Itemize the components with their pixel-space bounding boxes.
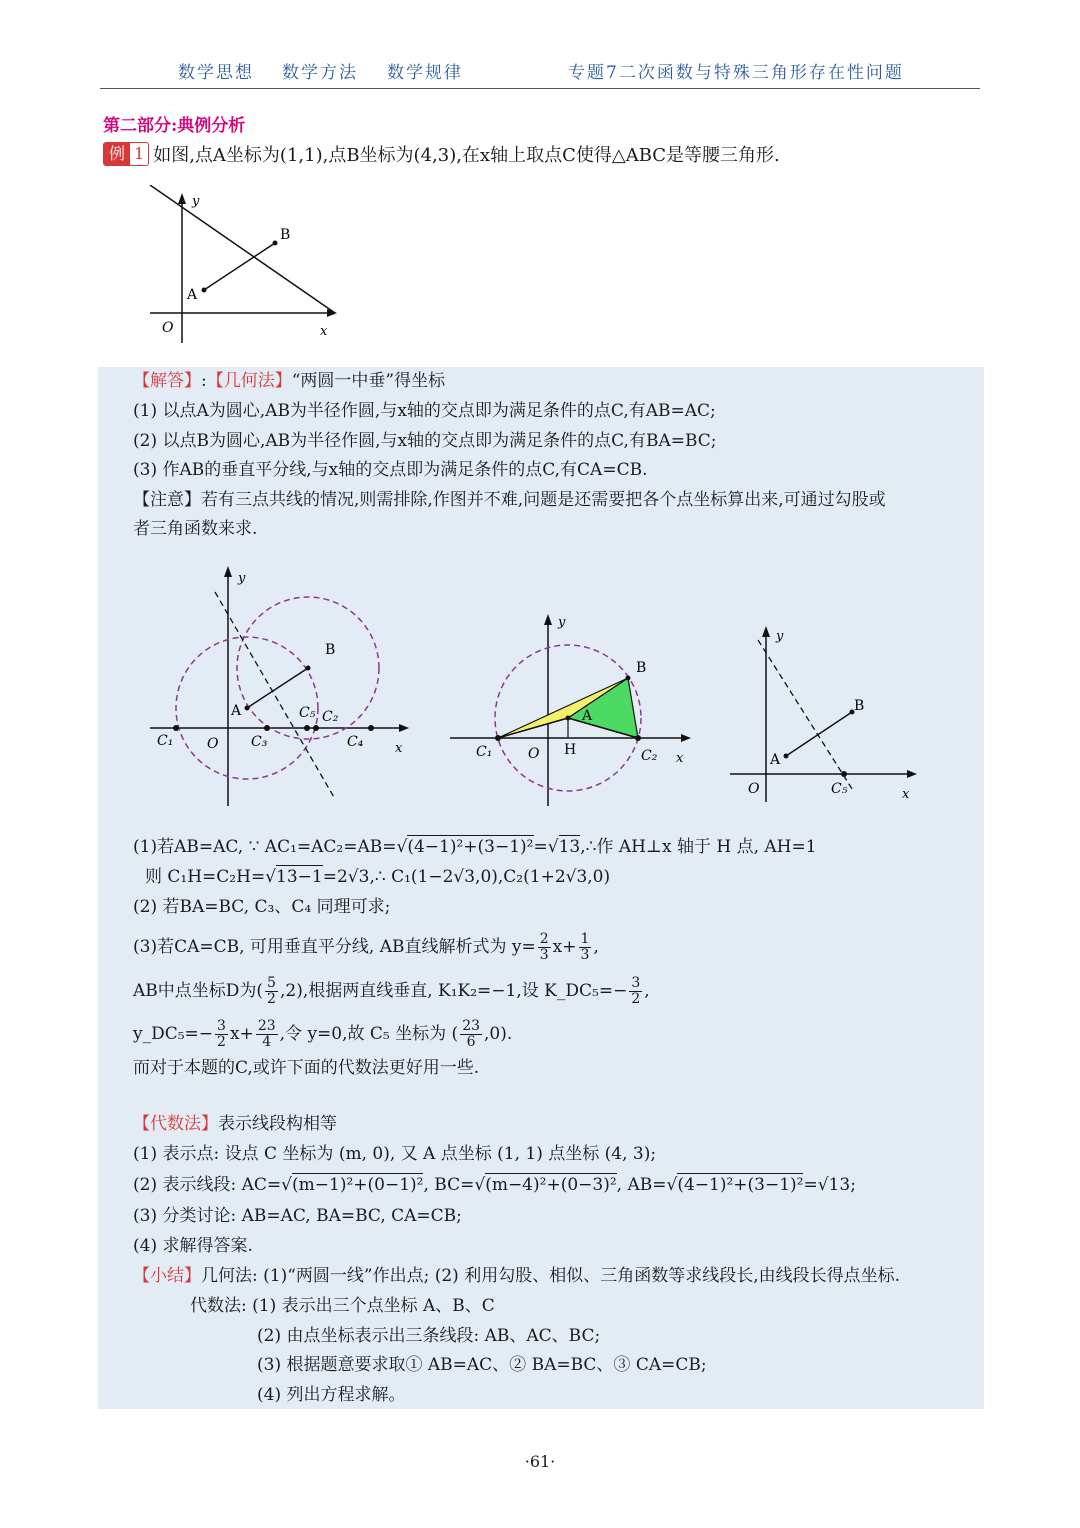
svg-text:A: A [582, 708, 593, 724]
svg-text:C₅: C₅ [831, 781, 848, 797]
algebra-step-3: (3) 分类讨论: AB=AC, BA=BC, CA=CB; [133, 1206, 462, 1226]
summary-line-1: 【小结】几何法: (1)“两圆一线”作出点; (2) 利用勾股、相似、三角函数等求线段长,由线段长得点坐标. [133, 1266, 901, 1286]
svg-text:B: B [854, 698, 865, 714]
svg-text:y: y [558, 615, 566, 630]
section-title: 第二部分:典例分析 [103, 116, 246, 136]
svg-text:C₂: C₂ [322, 709, 339, 725]
svg-text:O: O [528, 746, 540, 762]
svg-text:A: A [231, 703, 242, 719]
geo-step-2: (2) 以点B为圆心,AB为半径作圆,与x轴的交点即为满足条件的点C,有BA=BC; [133, 431, 717, 451]
svg-text:B: B [325, 642, 336, 658]
summary-line-2: 代数法: (1) 表示出三个点坐标 A、B、C [190, 1296, 495, 1316]
example-badge: 例 1 [103, 142, 149, 166]
svg-text:O: O [748, 781, 760, 797]
algebra-step-1: (1) 表示点: 设点 C 坐标为 (m, 0), 又 A 点坐标 (1, 1) 点坐标 (4, 3); [133, 1144, 657, 1164]
example-question [103, 141, 780, 167]
solution-heading: 【解答】:【几何法】“两圆一中垂”得坐标 [133, 371, 446, 391]
calc-line-2: 则 C₁H=C₂H=√13−1=2√3,∴ C₁(1−2√3,0),C₂(1+2√3,0) [145, 867, 611, 887]
header-topic: 专题7二次函数与特殊三角形存在性问题 [568, 63, 904, 83]
svg-text:B: B [636, 660, 647, 676]
summary-line-5: (4) 列出方程求解。 [257, 1385, 406, 1405]
svg-text:C₃: C₃ [251, 734, 268, 750]
calc-line-7: 而对于本题的C,或许下面的代数法更好用一些. [133, 1058, 480, 1078]
note-line-1: 【注意】若有三点共线的情况,则需排除,作图并不难,问题是还需要把各个点坐标算出来,可通过勾股或 [133, 490, 886, 510]
svg-text:C₁: C₁ [157, 733, 174, 749]
svg-text:x: x [395, 741, 403, 756]
svg-text:y: y [238, 571, 246, 586]
svg-text:C₅: C₅ [299, 705, 316, 721]
calc-line-3: (2) 若BA=BC, C₃、C₄ 同理可求; [133, 897, 391, 917]
algebra-step-4: (4) 求解得答案. [133, 1236, 253, 1256]
question-text: 如图,点A坐标为(1,1),点B坐标为(4,3),在x轴上取点C使得△ABC是等腰三角形. [153, 145, 780, 166]
svg-text:H: H [564, 742, 577, 758]
note-line-2: 者三角函数来求. [133, 519, 258, 539]
calc-line-1: (1)若AB=AC, ∵ AC₁=AC₂=AB=√(4−1)²+(3−1)²=√13,∴作 AH⊥x 轴于 H 点, AH=1 [133, 837, 817, 857]
geo-step-3: (3) 作AB的垂直平分线,与x轴的交点即为满足条件的点C,有CA=CB. [133, 460, 648, 480]
figure-two-circles [145, 562, 420, 812]
axis-y-label: y [192, 194, 200, 209]
summary-line-4: (3) 根据题意要求取① AB=AC、② BA=BC、③ CA=CB; [257, 1355, 707, 1375]
header-item-thought: 数学思想 [178, 63, 254, 83]
algebra-step-2: (2) 表示线段: AC=√(m−1)²+(0−1)², BC=√(m−4)²+(0−3)², AB=√(4−1)²+(3−1)²=√13; [133, 1175, 856, 1195]
origin-label: O [162, 320, 174, 336]
svg-text:C₄: C₄ [347, 734, 364, 750]
geo-step-1: (1) 以点A为圆心,AB为半径作圆,与x轴的交点即为满足条件的点C,有AB=AC; [133, 401, 716, 421]
svg-text:C₂: C₂ [641, 748, 658, 764]
svg-text:x: x [902, 787, 910, 802]
calc-line-6: y_DC₅=− $\frac{3}{2}$ x+ $\frac{23}{4}$ ,令 y=0,故 C₅ 坐标为 ( $\frac{23}{6}$ ,0). [133, 1018, 513, 1050]
axis-x-label: x [320, 324, 328, 339]
algebra-heading: 【代数法】表示线段构相等 [133, 1114, 337, 1134]
page-number: ·61· [524, 1452, 556, 1471]
summary-line-3: (2) 由点坐标表示出三条线段: AB、AC、BC; [257, 1326, 601, 1346]
figure-bisector [728, 620, 928, 805]
svg-text:A: A [770, 752, 781, 768]
calc-line-4: (3)若CA=CB, 可用垂直平分线, AB直线解析式为 y= $\frac{2}{3}$ x+ $\frac{1}{3}$ , [133, 931, 599, 963]
svg-text:x: x [676, 751, 684, 766]
svg-text:O: O [207, 736, 219, 752]
header-item-rule: 数学规律 [387, 63, 463, 83]
calc-line-5: AB中点坐标D为( $\frac{5}{2}$ ,2),根据两直线垂直, K₁K₂=−1,设 K_DC₅=− $\frac{3}{2}$ , [133, 975, 650, 1007]
svg-text:y: y [776, 629, 784, 644]
page-header [100, 58, 980, 89]
svg-text:C₁: C₁ [476, 744, 493, 760]
figure-question [140, 185, 350, 350]
header-item-method: 数学方法 [282, 63, 358, 83]
figure-circle-a [448, 610, 698, 810]
point-b-label: B [280, 227, 291, 243]
point-a-label: A [187, 287, 198, 303]
